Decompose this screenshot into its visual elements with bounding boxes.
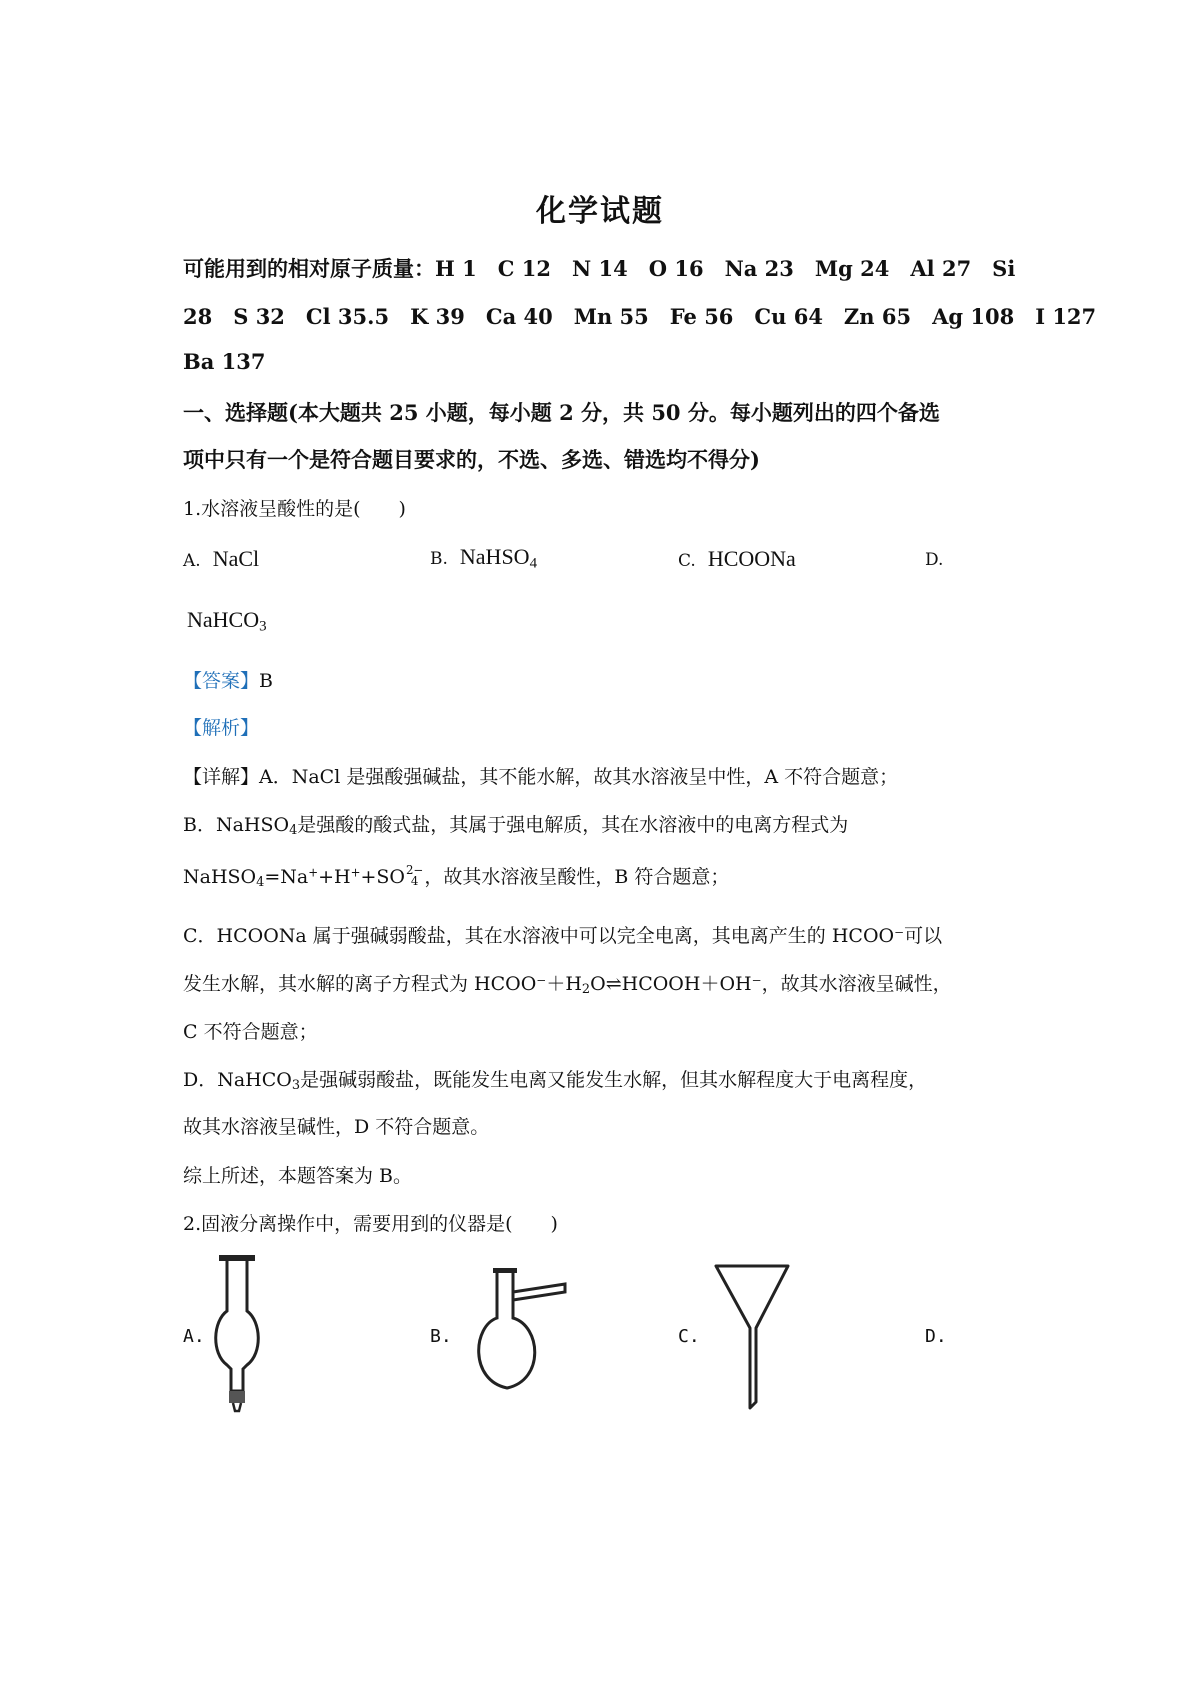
q2-stem: 2.固液分离操作中，需要用到的仪器是( ): [183, 1213, 558, 1235]
distillation-flask-icon: [465, 1268, 575, 1398]
q2-option-d-letter: D.: [925, 1326, 947, 1347]
detail-d-line-1: [183, 1065, 927, 1093]
ionization-eq-part-1: NaHSO: [183, 866, 257, 888]
ionization-eq-sup-2: +: [350, 865, 361, 880]
section-header-line-1: 一、选择题(本大题共 25 小题，每小题 2 分，共 50 分。每小题列出的四个备选: [183, 400, 940, 425]
bulb-pipette-icon: [205, 1253, 275, 1413]
q2-option-a-letter: A.: [183, 1326, 205, 1347]
detail-d1-post: 是强碱弱酸盐，既能发生电离又能发生水解，但其水解程度大于电离程度，: [300, 1069, 928, 1091]
ionization-eq-sup-1: +: [308, 865, 319, 880]
q2-option-b-letter: B.: [430, 1326, 452, 1347]
sulfate-ion-script: [405, 862, 424, 888]
q1-option-d-formula: [187, 607, 267, 636]
detail-b1-sub: 4: [289, 823, 298, 839]
answer-tag: 【答案】: [183, 670, 260, 692]
detail-b2-post: ，故其水溶液呈酸性，B 符合题意；: [424, 866, 730, 888]
q1-option-a-letter: A.: [183, 551, 201, 571]
q1-option-b-formula: NaHSO: [459, 544, 530, 569]
section-header-line-2: 项中只有一个是符合题目要求的，不选、多选、错选均不得分): [183, 447, 760, 472]
q1-option-d: [925, 548, 955, 570]
q1-option-d-letter: D.: [925, 550, 944, 570]
detail-c2-pre: 发生水解，其水解的离子方程式为 HCOO⁻＋H: [183, 973, 582, 995]
detail-c-line-1: C．HCOONa 属于强碱弱酸盐，其在水溶液中可以完全电离，其电离产生的 HCOO⁻可以: [183, 925, 943, 947]
page-title: 化学试题: [536, 194, 664, 229]
funnel-icon: [712, 1262, 792, 1412]
q1-answer: [183, 666, 273, 693]
atomic-mass-line-2: 28 S 32 Cl 35.5 K 39 Ca 40 Mn 55 Fe 56 Cu 64 Zn 65 Ag 108 I 127: [183, 304, 1097, 329]
detail-b-line-1: [183, 810, 848, 838]
detail-b-line-2: [183, 862, 729, 890]
q1-summary: 综上所述，本题答案为 B。: [183, 1165, 413, 1187]
detail-a: 【详解】A．NaCl 是强酸强碱盐，其不能水解，故其水溶液呈中性，A 不符合题意；: [183, 766, 899, 788]
atomic-mass-line-1: 可能用到的相对原子质量：H 1 C 12 N 14 O 16 Na 23 Mg 24 Al 27 Si: [183, 256, 1016, 281]
detail-c-line-3: C 不符合题意；: [183, 1021, 318, 1043]
sulfate-subscript: 4: [410, 874, 419, 888]
detail-c2-post: O⇌HCOOH＋OH⁻，故其水溶液呈碱性，: [590, 973, 952, 995]
q1-option-a: [183, 546, 259, 572]
q1-option-d-subscript: 3: [259, 618, 267, 635]
ionization-eq-sub: 4: [256, 875, 265, 891]
q1-option-b: [430, 544, 537, 573]
q1-option-c-letter: C.: [678, 551, 696, 571]
detail-d-line-2: 故其水溶液呈碱性，D 不符合题意。: [183, 1116, 490, 1138]
q1-stem: 1.水溶液呈酸性的是( ): [183, 498, 406, 520]
detail-c-line-2: [183, 969, 952, 997]
analysis-tag: 【解析】: [183, 717, 260, 739]
q1-option-d-formula-main: NaHCO: [187, 607, 260, 632]
q1-option-a-text: NaCl: [212, 546, 260, 571]
ionization-eq-part-4: +SO: [360, 866, 405, 888]
detail-d1-sub: 3: [291, 1078, 301, 1094]
detail-b1-post: 是强酸的酸式盐，其属于强电解质，其在水溶液中的电离方程式为: [297, 814, 849, 836]
q1-option-c-text: HCOONa: [707, 546, 796, 571]
ionization-eq-part-3: +H: [318, 866, 351, 888]
detail-d1-pre: D．NaHCO: [183, 1069, 292, 1091]
atomic-mass-line-3: Ba 137: [183, 349, 266, 374]
q1-option-c: [678, 546, 796, 572]
detail-c2-sub: 2: [581, 982, 591, 998]
answer-value: B: [259, 670, 273, 692]
detail-b1-pre: B．NaHSO: [183, 814, 290, 836]
sulfate-charge: 2−: [405, 862, 424, 877]
q1-option-b-letter: B.: [430, 549, 448, 569]
q1-option-b-subscript: 4: [529, 555, 538, 572]
q2-option-c-letter: C.: [678, 1326, 700, 1347]
ionization-eq-part-2: =Na: [264, 866, 309, 888]
